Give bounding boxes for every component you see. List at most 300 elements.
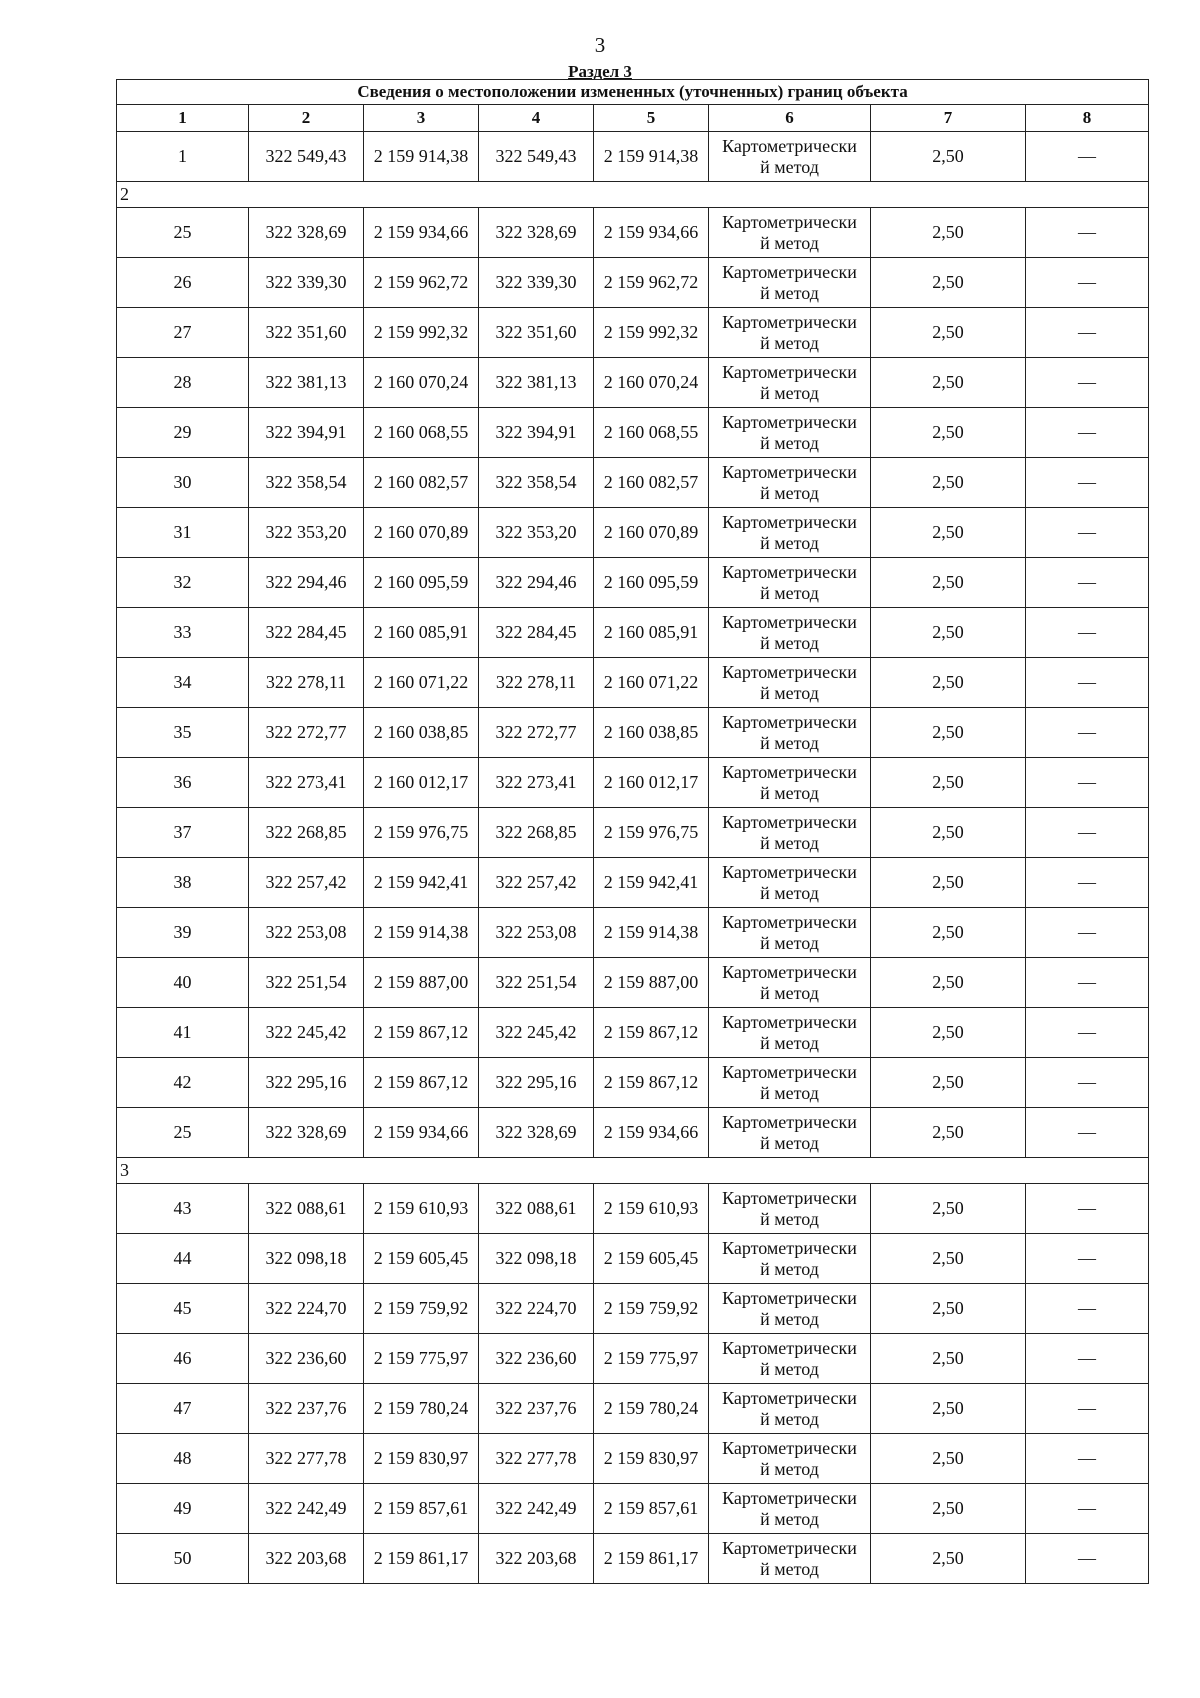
method-text-line: Картометрически [722, 761, 857, 782]
method-text-line: й метод [760, 382, 819, 403]
new-y-cell: 2 159 830,97 [594, 1434, 709, 1484]
existing-y-cell: 2 159 992,32 [364, 308, 479, 358]
accuracy-cell: 2,50 [871, 458, 1026, 508]
method-cell [709, 1534, 871, 1584]
method-text-line: Картометрически [722, 261, 857, 282]
method-text-line: Картометрически [722, 1061, 857, 1082]
method-cell [709, 958, 871, 1008]
new-y-cell: 2 159 914,38 [594, 132, 709, 182]
new-y-cell: 2 160 038,85 [594, 708, 709, 758]
method-cell [709, 758, 871, 808]
existing-x-cell: 322 394,91 [249, 408, 364, 458]
new-x-cell: 322 394,91 [479, 408, 594, 458]
new-y-cell: 2 159 934,66 [594, 208, 709, 258]
new-y-cell: 2 160 012,17 [594, 758, 709, 808]
description-cell: — [1026, 508, 1149, 558]
method-text-line: Картометрически [722, 1187, 857, 1208]
point-number-cell: 29 [117, 408, 249, 458]
table-row [117, 408, 1149, 458]
existing-y-cell: 2 159 830,97 [364, 1434, 479, 1484]
existing-x-cell: 322 203,68 [249, 1534, 364, 1584]
new-x-cell: 322 381,13 [479, 358, 594, 408]
method-cell [709, 1334, 871, 1384]
method-text-line: Картометрически [722, 1437, 857, 1458]
existing-y-cell: 2 159 914,38 [364, 908, 479, 958]
table-row [117, 358, 1149, 408]
existing-y-cell: 2 160 095,59 [364, 558, 479, 608]
new-y-cell: 2 160 071,22 [594, 658, 709, 708]
table-row [117, 132, 1149, 182]
new-x-cell: 322 339,30 [479, 258, 594, 308]
point-number-cell: 34 [117, 658, 249, 708]
method-cell [709, 258, 871, 308]
new-x-cell: 322 295,16 [479, 1058, 594, 1108]
existing-y-cell: 2 159 934,66 [364, 1108, 479, 1158]
method-cell [709, 408, 871, 458]
accuracy-cell: 2,50 [871, 1334, 1026, 1384]
point-number-cell: 45 [117, 1284, 249, 1334]
method-text-line: Картометрически [722, 1487, 857, 1508]
accuracy-cell: 2,50 [871, 608, 1026, 658]
table-row [117, 1184, 1149, 1234]
new-y-cell: 2 159 934,66 [594, 1108, 709, 1158]
table-row [117, 1334, 1149, 1384]
description-cell: — [1026, 608, 1149, 658]
method-cell [709, 608, 871, 658]
method-text-line: Картометрически [722, 461, 857, 482]
new-y-cell: 2 160 070,89 [594, 508, 709, 558]
method-text-line: й метод [760, 1032, 819, 1053]
point-number-cell: 48 [117, 1434, 249, 1484]
existing-y-cell: 2 160 068,55 [364, 408, 479, 458]
accuracy-cell: 2,50 [871, 1234, 1026, 1284]
point-number-cell: 26 [117, 258, 249, 308]
existing-y-cell: 2 159 605,45 [364, 1234, 479, 1284]
description-cell: — [1026, 1184, 1149, 1234]
new-y-cell: 2 159 976,75 [594, 808, 709, 858]
new-x-cell: 322 358,54 [479, 458, 594, 508]
description-cell: — [1026, 1334, 1149, 1384]
new-y-cell: 2 159 861,17 [594, 1534, 709, 1584]
column-number-cell: 8 [1026, 105, 1149, 132]
description-cell: — [1026, 558, 1149, 608]
accuracy-cell: 2,50 [871, 1484, 1026, 1534]
contour-number: 3 [117, 1158, 1149, 1184]
point-number-cell: 50 [117, 1534, 249, 1584]
method-text-line: Картометрически [722, 411, 857, 432]
new-x-cell: 322 242,49 [479, 1484, 594, 1534]
table-row [117, 808, 1149, 858]
point-number-cell: 37 [117, 808, 249, 858]
new-y-cell: 2 159 867,12 [594, 1058, 709, 1108]
existing-y-cell: 2 159 934,66 [364, 208, 479, 258]
new-y-cell: 2 159 867,12 [594, 1008, 709, 1058]
boundary-coordinates-table [116, 79, 1149, 1584]
existing-x-cell: 322 351,60 [249, 308, 364, 358]
existing-x-cell: 322 251,54 [249, 958, 364, 1008]
accuracy-cell: 2,50 [871, 1108, 1026, 1158]
new-x-cell: 322 277,78 [479, 1434, 594, 1484]
point-number-cell: 38 [117, 858, 249, 908]
point-number-cell: 42 [117, 1058, 249, 1108]
table-row [117, 708, 1149, 758]
table-row [117, 1434, 1149, 1484]
method-cell [709, 1008, 871, 1058]
method-cell [709, 358, 871, 408]
existing-y-cell: 2 159 867,12 [364, 1008, 479, 1058]
existing-y-cell: 2 160 071,22 [364, 658, 479, 708]
point-number-cell: 27 [117, 308, 249, 358]
table-row [117, 1384, 1149, 1434]
method-text-line: Картометрически [722, 361, 857, 382]
table-row [117, 1534, 1149, 1584]
method-text-line: й метод [760, 1458, 819, 1479]
new-y-cell: 2 159 914,38 [594, 908, 709, 958]
method-text-line: й метод [760, 282, 819, 303]
accuracy-cell: 2,50 [871, 508, 1026, 558]
new-y-cell: 2 159 857,61 [594, 1484, 709, 1534]
point-number-cell: 25 [117, 208, 249, 258]
method-text-line: й метод [760, 156, 819, 177]
existing-y-cell: 2 159 780,24 [364, 1384, 479, 1434]
method-cell [709, 1184, 871, 1234]
point-number-cell: 47 [117, 1384, 249, 1434]
accuracy-cell: 2,50 [871, 758, 1026, 808]
point-number-cell: 33 [117, 608, 249, 658]
new-x-cell: 322 203,68 [479, 1534, 594, 1584]
description-cell: — [1026, 1108, 1149, 1158]
description-cell: — [1026, 1484, 1149, 1534]
existing-x-cell: 322 088,61 [249, 1184, 364, 1234]
accuracy-cell: 2,50 [871, 308, 1026, 358]
method-text-line: Картометрически [722, 811, 857, 832]
accuracy-cell: 2,50 [871, 958, 1026, 1008]
accuracy-cell: 2,50 [871, 358, 1026, 408]
table-body [117, 132, 1149, 1584]
description-cell: — [1026, 708, 1149, 758]
method-text-line: Картометрически [722, 861, 857, 882]
table-caption: Сведения о местоположении измененных (уточненных) границ объекта [117, 80, 1149, 105]
new-x-cell: 322 328,69 [479, 208, 594, 258]
method-text-line: й метод [760, 982, 819, 1003]
existing-x-cell: 322 328,69 [249, 208, 364, 258]
contour-group-row [117, 182, 1149, 208]
method-text-line: Картометрически [722, 135, 857, 156]
method-text-line: Картометрически [722, 1237, 857, 1258]
existing-y-cell: 2 159 867,12 [364, 1058, 479, 1108]
method-cell [709, 208, 871, 258]
table-row [117, 558, 1149, 608]
method-text-line: й метод [760, 1082, 819, 1103]
existing-x-cell: 322 549,43 [249, 132, 364, 182]
new-y-cell: 2 160 095,59 [594, 558, 709, 608]
existing-y-cell: 2 160 038,85 [364, 708, 479, 758]
method-cell [709, 458, 871, 508]
existing-x-cell: 322 245,42 [249, 1008, 364, 1058]
accuracy-cell: 2,50 [871, 1284, 1026, 1334]
method-text-line: Картометрически [722, 1337, 857, 1358]
table-row [117, 208, 1149, 258]
new-x-cell: 322 294,46 [479, 558, 594, 608]
existing-y-cell: 2 159 887,00 [364, 958, 479, 1008]
contour-group-row [117, 1158, 1149, 1184]
method-cell [709, 1108, 871, 1158]
table-row [117, 958, 1149, 1008]
existing-y-cell: 2 159 914,38 [364, 132, 479, 182]
method-cell [709, 508, 871, 558]
existing-x-cell: 322 268,85 [249, 808, 364, 858]
column-number-cell: 1 [117, 105, 249, 132]
method-cell [709, 1234, 871, 1284]
method-text-line: Картометрически [722, 911, 857, 932]
column-number-row [117, 105, 1149, 132]
method-text-line: й метод [760, 1558, 819, 1579]
new-x-cell: 322 278,11 [479, 658, 594, 708]
table-row [117, 608, 1149, 658]
method-text-line: й метод [760, 632, 819, 653]
method-text-line: Картометрически [722, 961, 857, 982]
new-y-cell: 2 159 605,45 [594, 1234, 709, 1284]
page-number: 3 [594, 33, 606, 57]
existing-y-cell: 2 159 962,72 [364, 258, 479, 308]
table-row [117, 1008, 1149, 1058]
method-cell [709, 308, 871, 358]
method-cell [709, 858, 871, 908]
new-y-cell: 2 160 085,91 [594, 608, 709, 658]
method-text-line: Картометрически [722, 1011, 857, 1032]
description-cell: — [1026, 1234, 1149, 1284]
new-x-cell: 322 088,61 [479, 1184, 594, 1234]
description-cell: — [1026, 958, 1149, 1008]
new-y-cell: 2 159 780,24 [594, 1384, 709, 1434]
existing-x-cell: 322 381,13 [249, 358, 364, 408]
method-text-line: Картометрически [722, 711, 857, 732]
method-cell [709, 1434, 871, 1484]
description-cell: — [1026, 1058, 1149, 1108]
accuracy-cell: 2,50 [871, 1384, 1026, 1434]
accuracy-cell: 2,50 [871, 1434, 1026, 1484]
existing-y-cell: 2 159 857,61 [364, 1484, 479, 1534]
new-x-cell: 322 273,41 [479, 758, 594, 808]
accuracy-cell: 2,50 [871, 408, 1026, 458]
new-x-cell: 322 245,42 [479, 1008, 594, 1058]
accuracy-cell: 2,50 [871, 132, 1026, 182]
method-cell [709, 558, 871, 608]
existing-x-cell: 322 257,42 [249, 858, 364, 908]
existing-y-cell: 2 159 942,41 [364, 858, 479, 908]
method-cell [709, 708, 871, 758]
existing-x-cell: 322 237,76 [249, 1384, 364, 1434]
new-x-cell: 322 549,43 [479, 132, 594, 182]
new-y-cell: 2 159 942,41 [594, 858, 709, 908]
contour-number: 2 [117, 182, 1149, 208]
accuracy-cell: 2,50 [871, 1184, 1026, 1234]
method-cell [709, 808, 871, 858]
method-text-line: й метод [760, 782, 819, 803]
point-number-cell: 35 [117, 708, 249, 758]
method-text-line: й метод [760, 1308, 819, 1329]
accuracy-cell: 2,50 [871, 208, 1026, 258]
description-cell: — [1026, 858, 1149, 908]
existing-x-cell: 322 284,45 [249, 608, 364, 658]
new-x-cell: 322 353,20 [479, 508, 594, 558]
existing-y-cell: 2 160 085,91 [364, 608, 479, 658]
description-cell: — [1026, 132, 1149, 182]
method-text-line: й метод [760, 432, 819, 453]
point-number-cell: 41 [117, 1008, 249, 1058]
description-cell: — [1026, 258, 1149, 308]
description-cell: — [1026, 458, 1149, 508]
new-y-cell: 2 160 070,24 [594, 358, 709, 408]
new-x-cell: 322 257,42 [479, 858, 594, 908]
method-text-line: Картометрически [722, 561, 857, 582]
point-number-cell: 36 [117, 758, 249, 808]
description-cell: — [1026, 1284, 1149, 1334]
method-cell [709, 1484, 871, 1534]
accuracy-cell: 2,50 [871, 558, 1026, 608]
method-text-line: й метод [760, 1508, 819, 1529]
existing-y-cell: 2 160 070,89 [364, 508, 479, 558]
method-text-line: й метод [760, 1258, 819, 1279]
table-row [117, 858, 1149, 908]
method-cell [709, 1058, 871, 1108]
new-x-cell: 322 224,70 [479, 1284, 594, 1334]
existing-y-cell: 2 160 070,24 [364, 358, 479, 408]
method-text-line: й метод [760, 932, 819, 953]
point-number-cell: 39 [117, 908, 249, 958]
new-y-cell: 2 159 992,32 [594, 308, 709, 358]
method-text-line: Картометрически [722, 311, 857, 332]
method-cell [709, 132, 871, 182]
point-number-cell: 46 [117, 1334, 249, 1384]
method-cell [709, 658, 871, 708]
table-row [117, 758, 1149, 808]
method-text-line: Картометрически [722, 511, 857, 532]
table-row [117, 658, 1149, 708]
existing-x-cell: 322 236,60 [249, 1334, 364, 1384]
description-cell: — [1026, 1534, 1149, 1584]
method-text-line: й метод [760, 532, 819, 553]
table-row [117, 1484, 1149, 1534]
new-x-cell: 322 251,54 [479, 958, 594, 1008]
new-y-cell: 2 159 759,92 [594, 1284, 709, 1334]
description-cell: — [1026, 658, 1149, 708]
method-text-line: й метод [760, 1208, 819, 1229]
method-text-line: й метод [760, 682, 819, 703]
table-row [117, 258, 1149, 308]
point-number-cell: 44 [117, 1234, 249, 1284]
description-cell: — [1026, 908, 1149, 958]
method-text-line: Картометрически [722, 1387, 857, 1408]
method-text-line: й метод [760, 732, 819, 753]
column-number-cell: 2 [249, 105, 364, 132]
point-number-cell: 30 [117, 458, 249, 508]
table-row [117, 458, 1149, 508]
method-text-line: й метод [760, 232, 819, 253]
new-y-cell: 2 159 610,93 [594, 1184, 709, 1234]
existing-x-cell: 322 339,30 [249, 258, 364, 308]
new-x-cell: 322 328,69 [479, 1108, 594, 1158]
new-x-cell: 322 351,60 [479, 308, 594, 358]
accuracy-cell: 2,50 [871, 258, 1026, 308]
method-cell [709, 908, 871, 958]
method-text-line: Картометрически [722, 1537, 857, 1558]
existing-x-cell: 322 277,78 [249, 1434, 364, 1484]
description-cell: — [1026, 1434, 1149, 1484]
existing-x-cell: 322 295,16 [249, 1058, 364, 1108]
column-number-cell: 3 [364, 105, 479, 132]
new-x-cell: 322 268,85 [479, 808, 594, 858]
description-cell: — [1026, 758, 1149, 808]
method-cell [709, 1284, 871, 1334]
new-x-cell: 322 284,45 [479, 608, 594, 658]
method-text-line: Картометрически [722, 1111, 857, 1132]
existing-x-cell: 322 224,70 [249, 1284, 364, 1334]
description-cell: — [1026, 408, 1149, 458]
existing-x-cell: 322 253,08 [249, 908, 364, 958]
description-cell: — [1026, 808, 1149, 858]
accuracy-cell: 2,50 [871, 658, 1026, 708]
existing-x-cell: 322 272,77 [249, 708, 364, 758]
existing-x-cell: 322 273,41 [249, 758, 364, 808]
table-row [117, 308, 1149, 358]
existing-y-cell: 2 160 082,57 [364, 458, 479, 508]
accuracy-cell: 2,50 [871, 1534, 1026, 1584]
existing-y-cell: 2 159 775,97 [364, 1334, 479, 1384]
method-text-line: й метод [760, 832, 819, 853]
new-y-cell: 2 159 775,97 [594, 1334, 709, 1384]
table-row [117, 1234, 1149, 1284]
section-title: Раздел 3 [568, 62, 632, 81]
method-text-line: й метод [760, 332, 819, 353]
accuracy-cell: 2,50 [871, 808, 1026, 858]
column-number-cell: 6 [709, 105, 871, 132]
accuracy-cell: 2,50 [871, 708, 1026, 758]
new-x-cell: 322 098,18 [479, 1234, 594, 1284]
existing-y-cell: 2 159 759,92 [364, 1284, 479, 1334]
column-number-cell: 4 [479, 105, 594, 132]
point-number-cell: 31 [117, 508, 249, 558]
method-text-line: й метод [760, 582, 819, 603]
existing-x-cell: 322 278,11 [249, 658, 364, 708]
accuracy-cell: 2,50 [871, 858, 1026, 908]
new-y-cell: 2 159 962,72 [594, 258, 709, 308]
existing-x-cell: 322 358,54 [249, 458, 364, 508]
new-y-cell: 2 160 082,57 [594, 458, 709, 508]
existing-x-cell: 322 294,46 [249, 558, 364, 608]
method-text-line: Картометрически [722, 211, 857, 232]
point-number-cell: 49 [117, 1484, 249, 1534]
table-row [117, 908, 1149, 958]
new-x-cell: 322 253,08 [479, 908, 594, 958]
existing-y-cell: 2 159 610,93 [364, 1184, 479, 1234]
method-cell [709, 1384, 871, 1434]
existing-x-cell: 322 242,49 [249, 1484, 364, 1534]
new-x-cell: 322 236,60 [479, 1334, 594, 1384]
accuracy-cell: 2,50 [871, 1008, 1026, 1058]
method-text-line: й метод [760, 1132, 819, 1153]
existing-y-cell: 2 160 012,17 [364, 758, 479, 808]
accuracy-cell: 2,50 [871, 1058, 1026, 1108]
method-text-line: й метод [760, 882, 819, 903]
description-cell: — [1026, 308, 1149, 358]
method-text-line: й метод [760, 1358, 819, 1379]
existing-x-cell: 322 328,69 [249, 1108, 364, 1158]
new-y-cell: 2 159 887,00 [594, 958, 709, 1008]
existing-y-cell: 2 159 861,17 [364, 1534, 479, 1584]
existing-x-cell: 322 098,18 [249, 1234, 364, 1284]
point-number-cell: 28 [117, 358, 249, 408]
